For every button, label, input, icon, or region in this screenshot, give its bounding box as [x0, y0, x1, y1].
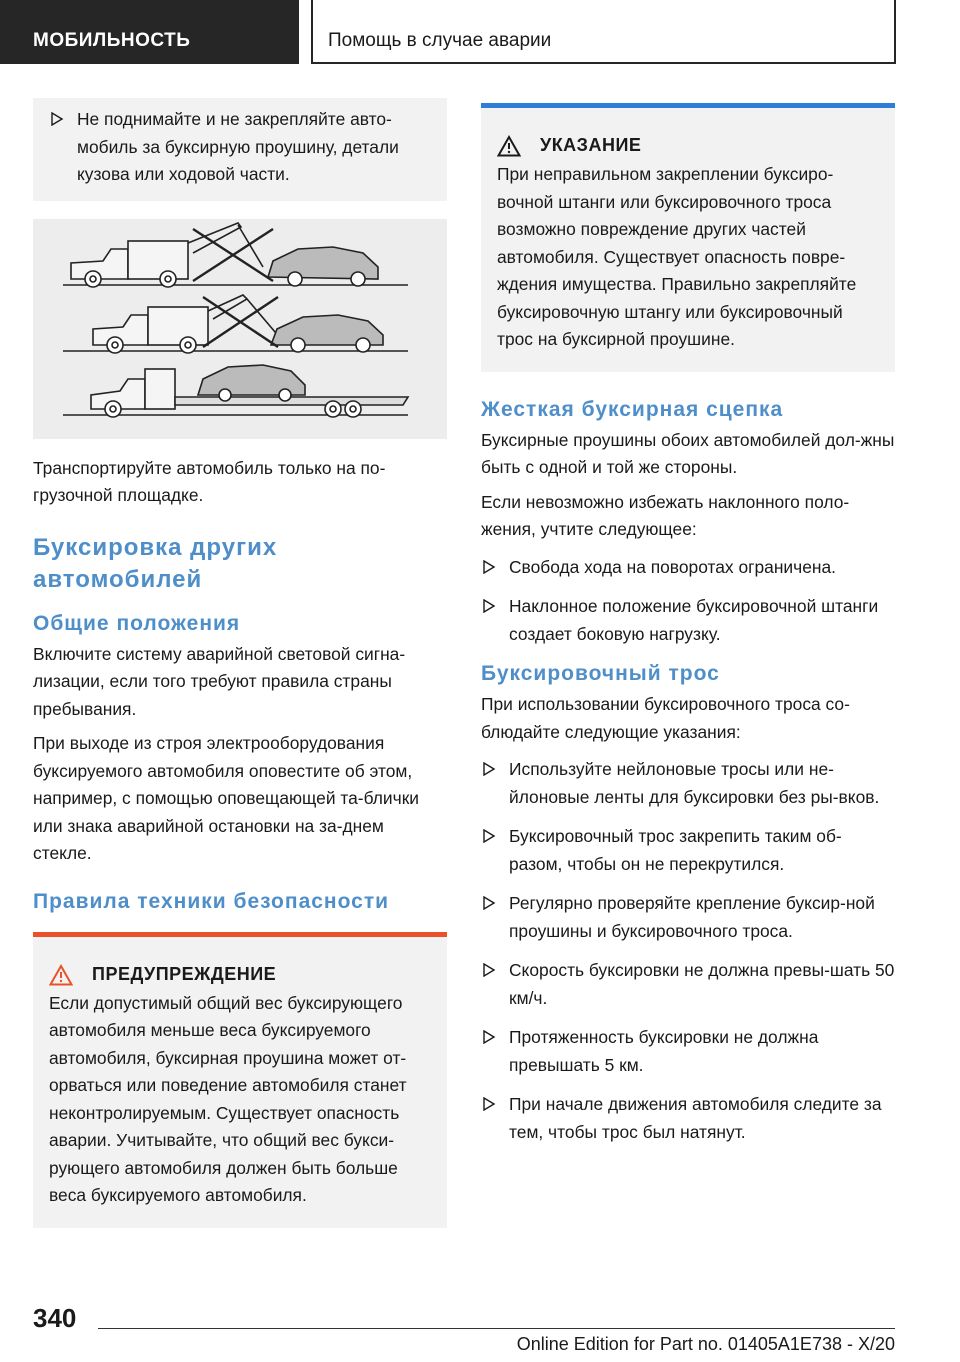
left-column — [33, 98, 447, 1228]
rope-bullet-text: Регулярно проверяйте крепление буксир-ной проушины и буксировочного троса. — [509, 893, 875, 941]
bullet-triangle-icon — [482, 560, 496, 574]
list-item — [481, 756, 895, 811]
intro-bullet-box — [33, 98, 447, 201]
warning-triangle-icon — [497, 135, 521, 157]
warning-title: ПРЕДУПРЕЖДЕНИЕ — [92, 963, 277, 984]
tow-truck-illustration — [33, 219, 447, 439]
rope-bullet-text: Используйте нейлоновые тросы или не-йлоновые ленты для буксировки без ры-вков. — [509, 759, 880, 807]
footer-edition: Online Edition for Part no. 01405A1E738 - X/20 — [516, 1334, 895, 1354]
list-item — [481, 593, 895, 648]
bullet-triangle-icon — [482, 963, 496, 977]
bullet-triangle-icon — [482, 1030, 496, 1044]
footer-divider — [98, 1328, 895, 1329]
warning-box — [33, 932, 447, 1228]
list-item — [481, 823, 895, 878]
heading-tow-rope: Буксировочный трос — [481, 662, 720, 685]
bullet-triangle-icon — [482, 896, 496, 910]
header-chapter-label: Помощь в случае аварии — [328, 30, 552, 51]
bullet-triangle-icon — [50, 112, 64, 126]
rigid-bullet-list — [481, 554, 895, 649]
list-item — [481, 957, 895, 1012]
header-section-tab — [0, 0, 299, 64]
list-item — [481, 890, 895, 945]
notice-bar — [481, 103, 895, 108]
tow-truck-icon — [33, 219, 447, 439]
list-item — [481, 554, 895, 582]
general-paragraph-1: Включите систему аварийной световой сигна-лизации, если того требуют правила страны пребывания. — [33, 643, 406, 719]
rigid-bullet-text: Свобода хода на поворотах ограничена. — [509, 556, 836, 577]
bullet-triangle-icon — [482, 762, 496, 776]
list-item — [481, 1024, 895, 1079]
rope-paragraph-1: При использовании буксировочного троса со-блюдайте следующие указания: — [481, 694, 850, 742]
rigid-bullet-text: Наклонное положение буксировочной штанги создает боковую нагрузку. — [509, 596, 879, 644]
heading-towing-others: Буксировка других автомобилей — [33, 533, 278, 593]
rope-bullet-text: Буксировочный трос закрепить таким об-разом, чтобы он не перекрутился. — [509, 826, 842, 874]
list-item — [49, 106, 431, 189]
bullet-triangle-icon — [482, 829, 496, 843]
page-number: 340 — [33, 1303, 77, 1333]
rigid-paragraph-2: Если невозможно избежать наклонного поло-жения, учтите следующее: — [481, 491, 850, 539]
right-column — [481, 103, 895, 1158]
warning-text: Если допустимый общий вес буксирующего автомобиля меньше веса буксируемого автомобиля, буксирная проушина может от-орваться или поведение автомобиля станет неконтролируемым. Существует опасность аварии. Учитывайте, что общий вес букси-рующего автомобиля должен быть больше веса буксируемого автомобиля. — [49, 992, 407, 1205]
bullet-triangle-icon — [482, 1097, 496, 1111]
heading-safety: Правила техники безопасности — [33, 889, 390, 913]
rope-bullet-text: Протяженность буксировки не должна превышать 5 км. — [509, 1027, 819, 1075]
rigid-paragraph-1: Буксирные проушины обоих автомобилей дол-жны быть с одной и той же стороны. — [481, 429, 895, 477]
notice-text: При неправильном закреплении буксиро-вочной штанги или буксировочного троса возможно повреждение других частей автомобиля. Существует опасность повре-ждения имущества. Правильно закрепляйте буксировочную штангу или буксировочный трос на буксирной проушине. — [497, 164, 857, 349]
notice-box — [481, 103, 895, 372]
bullet-triangle-icon — [482, 599, 496, 613]
header-section-label: МОБИЛЬНОСТЬ — [33, 30, 191, 51]
heading-rigid-coupling: Жесткая буксирная сцепка — [481, 397, 784, 421]
rope-bullet-text: При начале движения автомобиля следите за тем, чтобы трос был натянут. — [509, 1094, 882, 1142]
notice-title: УКАЗАНИЕ — [540, 135, 642, 155]
rope-bullet-text: Скорость буксировки не должна превы-шать 50 км/ч. — [509, 960, 895, 1008]
intro-bullet-text: Не поднимайте и не закрепляйте авто-мобиль за буксирную проушину, детали кузова или ходовой части. — [77, 109, 399, 184]
general-paragraph-2: При выходе из строя электрооборудования буксируемого автомобиля оповестите об этом, например, с помощью оповещающей та-блички или знака аварийной остановки на за-днем стекле. — [33, 733, 420, 863]
warning-bar — [33, 932, 447, 937]
header-chapter-tab — [311, 0, 896, 64]
heading-general: Общие положения — [33, 611, 241, 635]
rope-bullet-list — [481, 756, 895, 1146]
list-item — [481, 1091, 895, 1146]
transport-text: Транспортируйте автомобиль только на по-грузочной площадке. — [33, 457, 386, 505]
warning-triangle-icon — [49, 964, 73, 986]
